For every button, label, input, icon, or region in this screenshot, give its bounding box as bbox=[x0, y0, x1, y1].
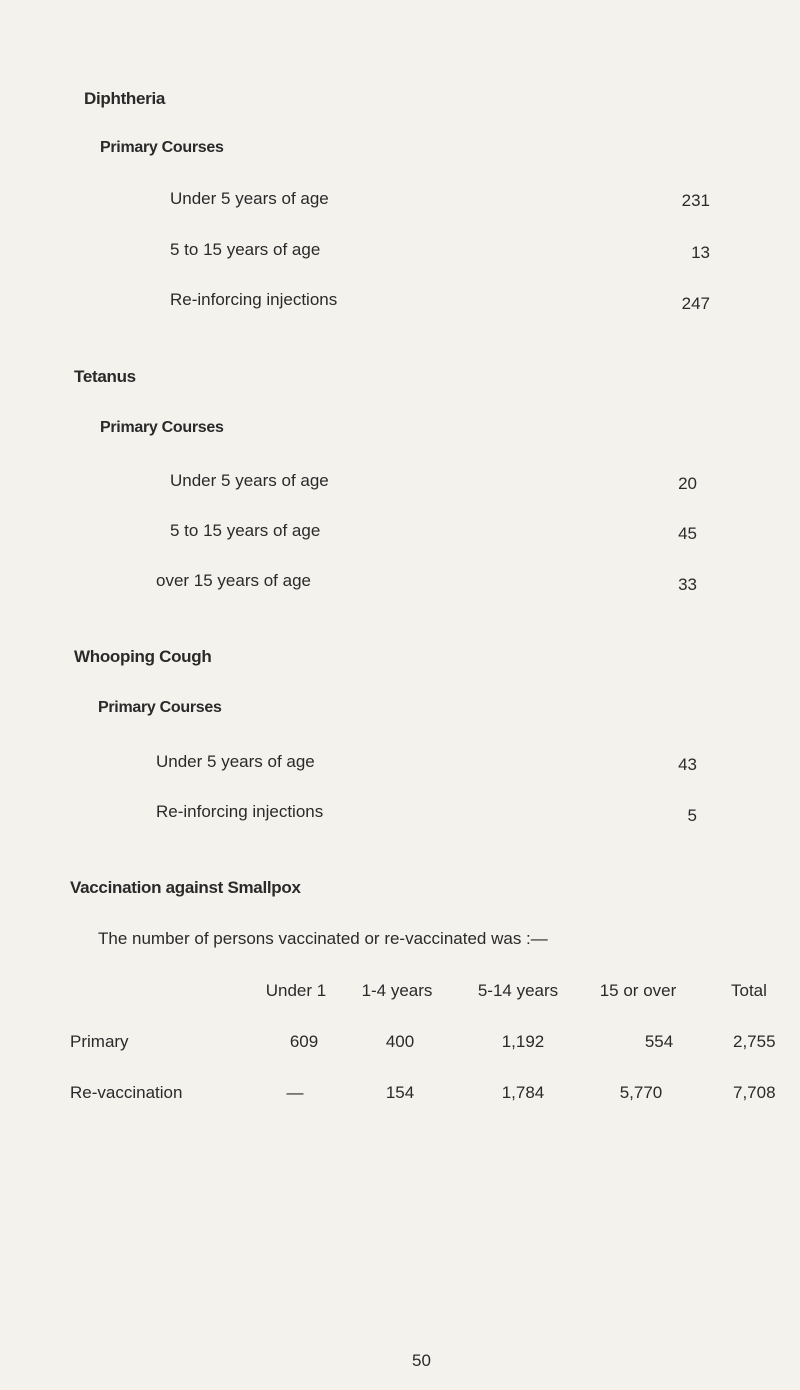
table-cell: — bbox=[286, 1083, 304, 1102]
row-value: 13 bbox=[691, 243, 710, 262]
row-value: 45 bbox=[678, 524, 697, 543]
table-cell: 609 bbox=[289, 1032, 319, 1051]
table-cell: 5,770 bbox=[619, 1083, 663, 1102]
column-header: Under 1 bbox=[265, 981, 327, 1000]
row-value: 20 bbox=[678, 474, 697, 493]
row-label: Under 5 years of age bbox=[156, 752, 315, 771]
row-value: 33 bbox=[678, 575, 697, 594]
table-cell: 554 bbox=[644, 1032, 674, 1051]
column-header: 5-14 years bbox=[477, 981, 559, 1000]
subheading-primary-courses: Primary Courses bbox=[98, 699, 222, 716]
column-header: 15 or over bbox=[599, 981, 677, 1000]
table-row-label: Primary bbox=[70, 1032, 129, 1051]
section-heading-smallpox: Vaccination against Smallpox bbox=[70, 878, 301, 897]
row-label: Re-inforcing injections bbox=[156, 802, 324, 821]
subheading-primary-courses: Primary Courses bbox=[100, 139, 224, 156]
section-heading-tetanus: Tetanus bbox=[74, 367, 136, 386]
row-label: over 15 years of age bbox=[156, 571, 311, 590]
table-cell: 1,192 bbox=[501, 1032, 545, 1051]
smallpox-intro: The number of persons vaccinated or re-vaccinated was :— bbox=[98, 929, 548, 948]
row-value: 43 bbox=[678, 755, 697, 774]
section-heading-diphtheria: Diphtheria bbox=[84, 89, 166, 108]
row-value: 5 bbox=[687, 806, 697, 825]
table-cell: 7,708 bbox=[733, 1083, 776, 1102]
table-cell: 154 bbox=[385, 1083, 415, 1102]
section-heading-whooping-cough: Whooping Cough bbox=[74, 647, 212, 666]
row-label: Under 5 years of age bbox=[170, 189, 329, 208]
row-label: 5 to 15 years of age bbox=[170, 521, 321, 540]
row-value: 231 bbox=[681, 191, 710, 210]
row-label: Under 5 years of age bbox=[170, 471, 329, 490]
table-cell: 400 bbox=[385, 1032, 415, 1051]
column-header: Total bbox=[731, 981, 767, 1000]
page-number: 50 bbox=[412, 1351, 431, 1370]
table-cell: 2,755 bbox=[733, 1032, 776, 1051]
column-header: 1-4 years bbox=[361, 981, 433, 1000]
table-cell: 1,784 bbox=[501, 1083, 545, 1102]
table-row-label: Re-vaccination bbox=[70, 1083, 183, 1102]
subheading-primary-courses: Primary Courses bbox=[100, 419, 224, 436]
row-label: 5 to 15 years of age bbox=[170, 240, 321, 259]
row-label: Re-inforcing injections bbox=[170, 290, 338, 309]
row-value: 247 bbox=[681, 294, 710, 313]
